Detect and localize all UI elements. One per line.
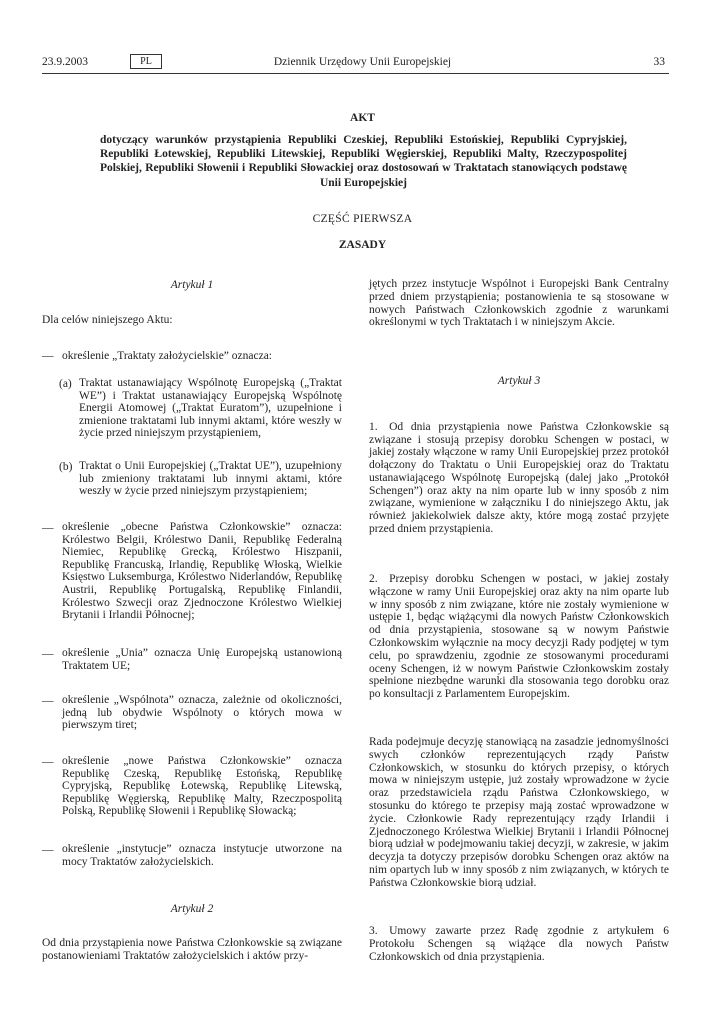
language-badge: PL [130,54,162,69]
definition-new-member-states: określenie „nowe Państwa Członkowskie” oznacza Republikę Czeską, Republikę Estońską, Republikę Cypryjską, Republikę Łotewską, Republikę Litewską, Republikę Węgierską, Republikę Malty, Rzeczpospolitą Polską, Republikę Słowenii i Republikę Słowacką; [62,755,342,818]
dash-marker: — [42,844,54,856]
definition-founding-treaties: określenie „Traktaty założycielskie” oznacza: [62,350,272,362]
dash-marker: — [42,350,54,362]
dash-marker: — [42,695,54,707]
item-b-label: (b) [59,461,73,473]
article-1-intro: Dla celów niniejszego Aktu: [42,314,173,326]
article-3-paragraph-2-continued: Rada podejmuje decyzję stanowiącą na zasadzie jednomyślności swych członków reprezentujących rządy Państw Członkowskich, w stosunku do których przepisy, o których mowa w niniejszym ustępie, już zostały wprowadzone w życie oraz przedstawiciela rządu Państwa Członkowskiego, w stosunku do którego te przepisy mają zostać wprowadzone w życie. Członkowie Rady reprezentujący rządy Irlandii i Zjednoczonego Królestwa Wielkiej Brytanii i Irlandii Północnej biorą udział w podejmowaniu takiej decyzji, w zakresie, w jakim decyzja ta dotyczy przepisów dorobku Schengen oraz aktów na nim opartych lub w inny sposób z nim związanych, w których te Państwa Członkowskie biorą udział. [369,736,669,889]
definition-present-member-states: określenie „obecne Państwa Członkowskie” oznacza: Królestwo Belgii, Królestwo Danii, Republikę Federalną Niemiec, Republikę Grecką, Królestwo Hiszpanii, Republikę Francuską, Irlandię, Republikę Włoską, Wielkie Księstwo Luksemburga, Królestwo Niderlandów, Republikę Austrii, Republikę Portugalską, Republikę Finlandii, Królestwo Szwecji oraz Zjednoczone Królestwo Wielkiej Brytanii i Irlandii Północnej; [62,521,342,622]
article-2-continuation: jętych przez instytucje Wspólnot i Europejski Bank Centralny przed dniem przystąpienia; postanowienia te są stosowane w nowych Państwach Członkowskich zgodnie z warunkami określonymi w tych Traktatach i w niniejszym Akcie. [369,278,669,329]
dash-marker: — [42,756,54,768]
publication-date: 23.9.2003 [42,56,88,68]
article-2-text: Od dnia przystąpienia nowe Państwa Członkowskie są związane postanowieniami Traktatów założycielskich i aktów przy- [42,937,342,962]
section-heading: ZASADY [338,239,387,251]
article-3-paragraph-2: 2. Przepisy dorobku Schengen w postaci, w jakiej zostały włączone w ramy Unii Europejskiej oraz akty na nim oparte lub w inny sposób z nim związane, które nie zostały wymienione w ustępie 1, będąc wiążącymi dla nowych Państw Członkowskich od dnia przystąpienia, stosowane są w nowym Państwie Członkowskim wyłącznie na mocy decyzji Rady podjętej w tym celu, po sprawdzeniu, zgodnie ze stosowanymi procedurami oceny Schengen, iż w nowym Państwie Członkowskim zostały spełnione niezbędne warunki dla stosowania tego dorobku oraz po konsultacji z Parlamentem Europejskim. [369,573,669,701]
dash-marker: — [42,648,54,660]
definition-institutions: określenie „instytucje” oznacza instytucje utworzone na mocy Traktatów założycielskich. [62,843,342,868]
page-header [0,55,725,71]
journal-title: Dziennik Urzędowy Unii Europejskiej [273,56,452,68]
definition-union: określenie „Unia” oznacza Unię Europejską ustanowioną Traktatem UE; [62,647,342,672]
dash-marker: — [42,522,54,534]
article-2-heading: Artykuł 2 [170,903,214,915]
document-subtitle: dotyczący warunków przystąpienia Republiki Czeskiej, Republiki Estońskiej, Republiki Cypryjskiej, Republiki Łotewskiej, Republiki Litewskiej, Republiki Węgierskiej, Republiki Malty, Rzeczypospolitej Polskiej, Republiki Słowenii i Republiki Słowackiej oraz dostosowań w Traktatach stanowiących podstawę Unii Europejskiej [100,134,627,189]
article-3-paragraph-1: 1. Od dnia przystąpienia nowe Państwa Członkowskie są związane i stosują przepisy dorobku Schengen w postaci, w jakiej zostały włączone w ramy Unii Europejskiej przez protokół dołączony do Traktatu o Unii Europejskiej oraz do Traktatu ustanawiającego Wspólnotę Europejską (dalej jako „Protokół Schengen”) oraz akty na nim oparte lub w inny sposób z nim związane, wymienione w załączniku I do niniejszego Aktu, jak również jakiekolwiek dalsze akty, które mogą zostać przyjęte przed dniem przystąpienia. [369,421,669,535]
header-rule [42,73,669,74]
article-1-heading: Artykuł 1 [170,279,214,291]
document-title: AKT [350,112,375,124]
definition-community: określenie „Wspólnota” oznacza, zależnie od okoliczności, jedną lub obydwie Wspólnoty o których mowa w pierwszym tiret; [62,694,342,732]
article-3-heading: Artykuł 3 [497,375,541,387]
article-3-paragraph-3: 3. Umowy zawarte przez Radę zgodnie z artykułem 6 Protokołu Schengen są wiążące dla nowych Państw Członkowskich od dnia przystąpienia. [369,925,669,963]
definition-item-b: Traktat o Unii Europejskiej („Traktat UE”), uzupełniony lub zmieniony traktatami lub innymi aktami, które weszły w życie przed niniejszym przystąpieniem; [79,460,342,497]
part-heading: CZĘŚĆ PIERWSZA [312,213,413,225]
page-number: 33 [653,56,665,68]
item-a-label: (a) [59,378,72,390]
definition-item-a: Traktat ustanawiający Wspólnotę Europejską („Traktat WE”) i Traktat ustanawiający Europejską Wspólnotę Energii Atomowej („Traktat Euratom”), uzupełnione i zmienione traktatami lub innymi aktami, które weszły w życie przed niniejszym przystąpieniem, [79,377,342,439]
